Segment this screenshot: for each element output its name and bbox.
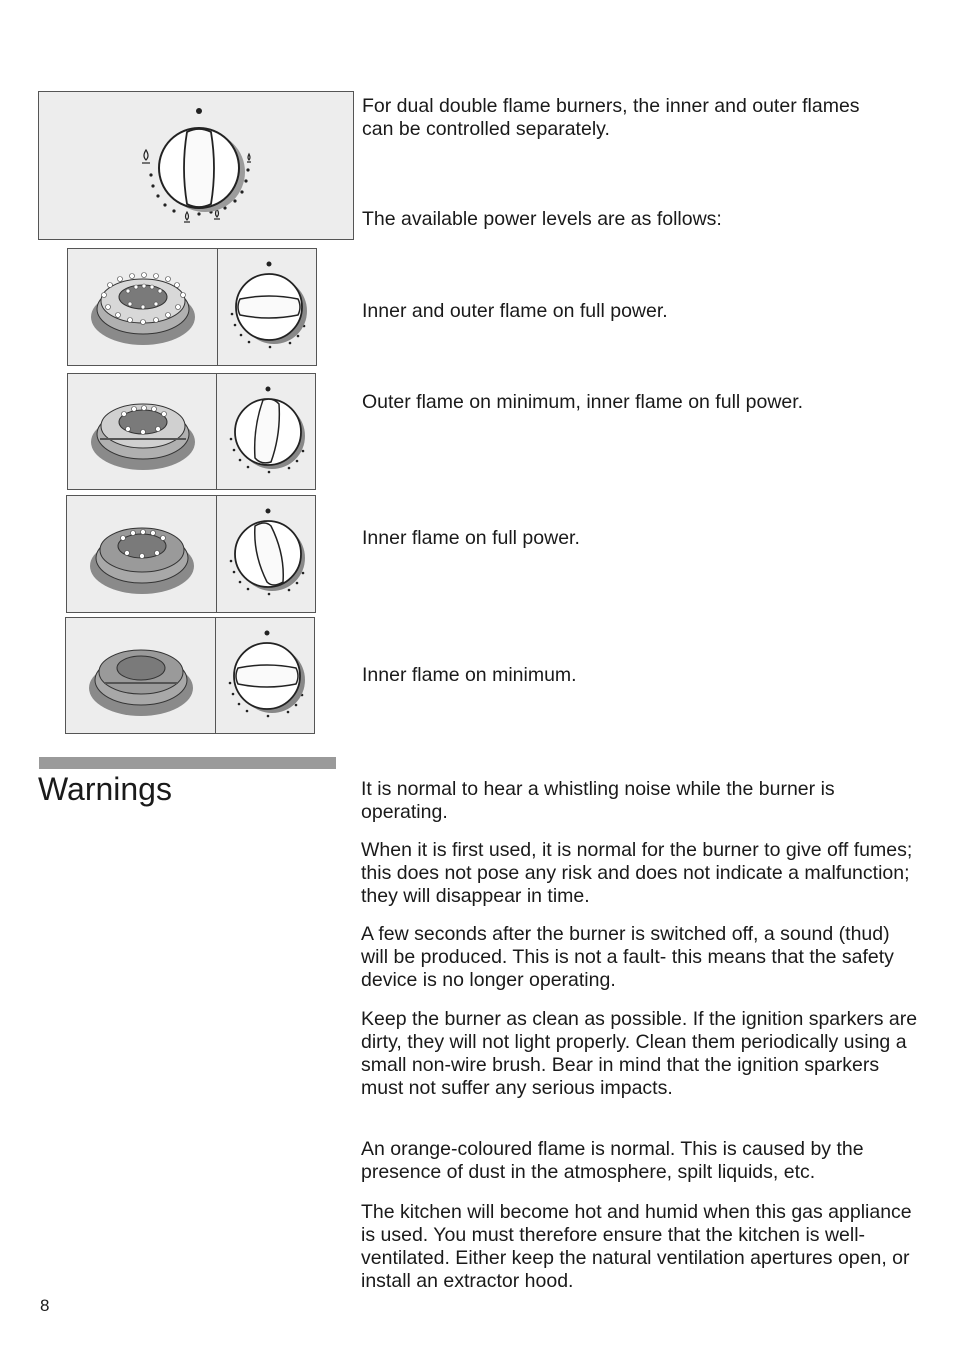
knob-position-icon [216,618,316,735]
section-divider [39,757,336,769]
intro-levels-text: The available power levels are as follows: [362,208,722,230]
section-title: Warnings [38,771,172,807]
gas-burner-icon [68,374,218,491]
warning-paragraph: A few seconds after the burner is switched off, a sound (thud) will be produced. This is not a fault- this means that the safety device is no longer operating. [361,923,894,991]
knob-position-icon [218,249,318,367]
level-label-4: Inner flame on minimum. [362,664,577,686]
control-knob-icon [39,92,355,241]
warning-paragraph: When it is first used, it is normal for the burner to give off fumes; this does not pose any risk and does not indicate a malfunction; they will disappear in time. [361,839,913,907]
warning-paragraph: It is normal to hear a whistling noise while the burner is operating. [361,778,835,823]
knob-figure-3 [216,495,316,613]
level-label-1: Inner and outer flame on full power. [362,300,668,322]
knob-figure-4 [215,617,315,734]
level-label-3: Inner flame on full power. [362,527,580,549]
page-number: 8 [40,1296,50,1315]
warning-paragraph: An orange-coloured flame is normal. This is caused by the presence of dust in the atmosphere, spilt liquids, etc. [361,1138,864,1183]
burner-figure-3 [66,495,217,613]
knob-position-icon [217,496,317,614]
gas-burner-icon [68,249,219,367]
intro-text: For dual double flame burners, the inner and outer flames can be controlled separately. [362,95,860,140]
warning-paragraph: Keep the burner as clean as possible. If the ignition sparkers are dirty, they will not light properly. Clean them periodically using a small non-wire brush. Bear in mind that the ignition sparkers must not suffer any serious impacts. [361,1008,918,1099]
knob-figure-2 [216,373,316,490]
gas-burner-icon [67,496,218,614]
burner-figure-4 [65,617,216,734]
knob-position-icon [217,374,317,491]
main-knob-figure [38,91,354,240]
burner-figure-2 [67,373,217,490]
level-label-2: Outer flame on minimum, inner flame on full power. [362,391,804,413]
gas-burner-icon [66,618,217,735]
burner-figure-1 [67,248,218,366]
knob-figure-1 [217,248,317,366]
warning-paragraph: The kitchen will become hot and humid when this gas appliance is used. You must therefore ensure that the kitchen is well-ventilated. Either keep the natural ventilation apertures open, or install an extractor hood. [361,1201,912,1292]
